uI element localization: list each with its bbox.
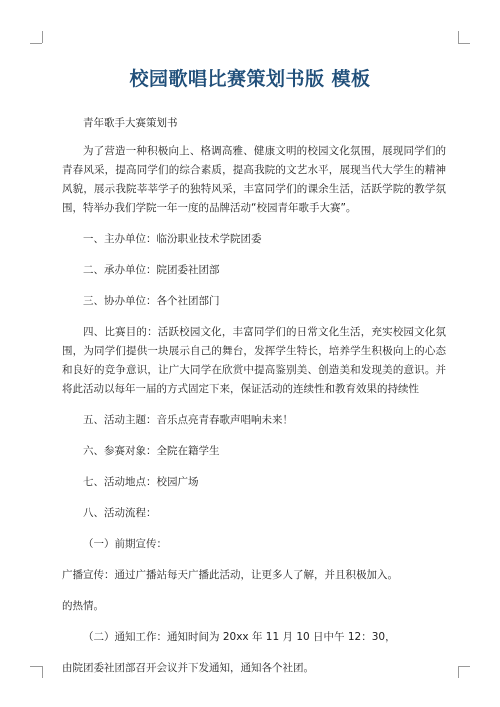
purpose-paragraph: 四、比赛目的：活跃校园文化，丰富同学们的日常文化生活，充实校园文化氛围，为同学们提供一块展示自己的舞台，发挥学生特长，培养学生积极向上的心态和良好的竞争意识，让广大同学在欣赏中提高鉴别美、创造美和发现美的意识。并将此活动以每年一届的方式固定下来，保证活动的连续性和教育效果的持续性 [62, 326, 446, 395]
venue-line: 七、活动地点：校园广场 [83, 476, 199, 488]
document-title: 校园歌唱比赛策划书版 模板 [129, 68, 371, 90]
crop-mark-bottom-left-v [42, 666, 43, 678]
process-heading: 八、活动流程： [83, 507, 157, 519]
enthusiasm-line: 的热情。 [62, 600, 104, 612]
notice-paragraph: 由院团委社团部召开会议并下发通知，通知各个社团。 [62, 662, 314, 674]
crop-mark-bottom-left [30, 666, 42, 667]
document-subtitle: 青年歌手大赛策划书 [83, 117, 178, 129]
publicity-heading: （一）前期宣传： [83, 538, 167, 550]
broadcast-paragraph: 广播宣传：通过广播站每天广播此活动，让更多人了解，并且积极加入。 [62, 569, 398, 581]
theme-line: 五、活动主题：音乐点亮青春歌声唱响未来！ [83, 414, 293, 426]
crop-mark-top-left [30, 43, 42, 44]
notice-heading: （二）通知工作：通知时间为 20xx 年 11 月 10 日中午 12：30， [83, 631, 396, 643]
intro-paragraph: 为了营造一种积极向上、格调高雅、健康文明的校园文化氛围，展现同学们的青春风采，提高同学们的综合素质，提高我院的文艺水平，展现当代大学生的精神风貌，展示我院莘莘学子的独特风采，丰富同学们的课余生活，活跃学院的教学氛围，特举办我们学院一年一度的品牌活动“校园青年歌手大赛”。 [62, 145, 446, 214]
crop-mark-top-right [458, 43, 470, 44]
crop-mark-top-right-v [458, 31, 459, 43]
host-line: 二、承办单位：院团委社团部 [83, 264, 220, 276]
participants-line: 六、参赛对象：全院在籍学生 [83, 445, 220, 457]
organizer-line: 一、主办单位：临汾职业技术学院团委 [83, 233, 262, 245]
document-body [62, 114, 446, 690]
crop-mark-top-left-v [42, 31, 43, 43]
crop-mark-bottom-right-v [458, 666, 459, 678]
co-organizer-line: 三、协办单位：各个社团部门 [83, 295, 220, 307]
crop-mark-bottom-right [458, 666, 470, 667]
